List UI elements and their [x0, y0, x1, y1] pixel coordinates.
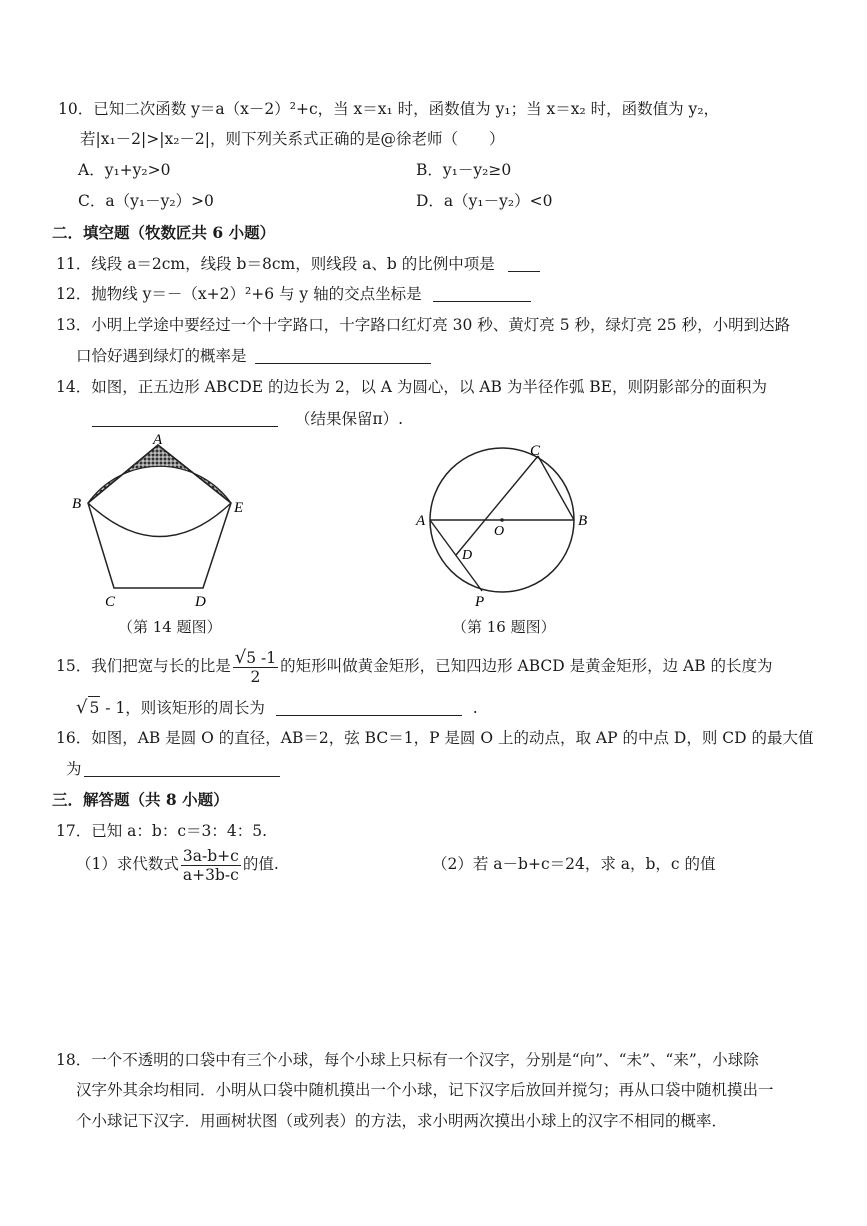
q17-fraction-denominator: a+3b-c — [182, 865, 239, 884]
label-c: C — [530, 443, 541, 459]
q18-line2: 汉字外其余均相同．小明从口袋中随机摸出一个小球，记下汉字后放回并搅匀；再从口袋中随机摸出一 — [76, 1081, 774, 1099]
q14-line2 — [92, 408, 403, 430]
q17-part1-prefix: （1）求代数式 — [76, 855, 179, 873]
figure-14-pentagon — [68, 430, 268, 620]
q12-stem: 12．抛物线 y＝－（x+2）²+6 与 y 轴的交点坐标是 — [56, 285, 422, 303]
q15-stem-end: 的矩形叫做黄金矩形，已知四边形 ABCD 是黄金矩形，边 AB 的长度为 — [280, 657, 773, 675]
q15-line1 — [56, 648, 773, 686]
q16-line1: 16．如图，AB 是圆 O 的直径，AB＝2，弦 BC＝1，P 是圆 O 上的动点，取 AP 的中点 D，则 CD 的最大值 — [56, 729, 814, 747]
section-heading-fill-in: 二．填空题（牧数匠共 6 小题） — [52, 223, 276, 242]
segment-cd — [456, 456, 538, 555]
q12-text — [56, 283, 531, 305]
q15-fraction-numerator: 5 -1 — [246, 648, 277, 667]
figure-14-caption: （第 14 题图） — [118, 618, 222, 636]
q10-line1: 10．已知二次函数 y＝a（x－2）²+c，当 x＝x₁ 时，函数值为 y₁；当 x＝x₂ 时，函数值为 y₂， — [58, 100, 720, 118]
q14-note: （结果保留π）. — [294, 410, 404, 428]
label-b: B — [578, 513, 588, 529]
q12-answer-blank[interactable] — [433, 285, 531, 302]
q16-stem-end: 为 — [66, 760, 82, 778]
q13-line1: 13．小明上学途中要经过一个十字路口，十字路口红灯亮 30 秒、黄灯亮 5 秒，绿灯亮 25 秒，小明到达路 — [56, 316, 791, 334]
q11-stem: 11．线段 a＝2cm，线段 b＝8cm，则线段 a、b 的比例中项是 — [56, 255, 495, 273]
q17-part2: （2）若 a－b+c＝24，求 a，b，c 的值 — [432, 855, 716, 873]
q15-line2-text: - 1，则该矩形的周长为 — [100, 699, 265, 717]
q10-option-b: B．y₁－y₂≥0 — [416, 161, 512, 179]
q15-period: . — [472, 699, 478, 717]
q16-line2 — [66, 758, 280, 780]
shaded-sector — [88, 445, 231, 503]
segment-ae — [158, 445, 231, 503]
q16-answer-blank[interactable] — [84, 760, 280, 777]
q18-line3: 个小球记下汉字．用画树状图（或列表）的方法，求小明两次摸出小球上的汉字不相同的概率． — [76, 1112, 728, 1130]
label-d: D — [195, 594, 206, 610]
q11-answer-blank[interactable] — [508, 255, 540, 272]
q18-line1: 18．一个不透明的口袋中有三个小球，每个小球上只标有一个汉字，分别是“向”、“未”、“来”，小球除 — [56, 1051, 759, 1069]
q17-part1-suffix: 的值. — [242, 855, 279, 873]
q11-text — [56, 253, 540, 275]
figure-16-circle — [410, 434, 610, 624]
figure-16-caption: （第 16 题图） — [452, 618, 556, 636]
section-heading-answer: 三．解答题（共 8 小题） — [52, 790, 229, 809]
label-p: P — [475, 594, 485, 610]
q10-option-a: A．y₁+y₂>0 — [78, 161, 171, 179]
q14-line1: 14．如图，正五边形 ABCDE 的边长为 2，以 A 为圆心，以 AB 为半径作弧 BE，则阴影部分的面积为 — [56, 378, 767, 396]
segment-ab — [88, 445, 158, 503]
q15-fraction: $\frac{√5 -1}{2}$ — [234, 646, 277, 686]
q15-line2: √ 5 - 1，则该矩形的周长为 . — [76, 697, 478, 718]
chord-ap — [430, 520, 482, 591]
label-d: D — [462, 548, 473, 563]
q15-fraction-denominator: 2 — [250, 667, 261, 686]
q10-option-c: C．a（y₁－y₂）>0 — [78, 192, 214, 210]
label-c: C — [105, 594, 116, 610]
q17-part1 — [76, 844, 279, 884]
q14-answer-blank[interactable] — [92, 410, 278, 427]
label-b: B — [72, 496, 82, 512]
arc-be — [88, 503, 231, 537]
label-a: A — [153, 432, 163, 448]
q10-line2: 若|x₁－2|>|x₂－2|，则下列关系式正确的是@徐老师（ ） — [80, 130, 505, 148]
q13-stem-end: 口恰好遇到绿灯的概率是 — [76, 347, 247, 365]
chord-bc — [538, 456, 574, 520]
q13-line2 — [76, 345, 431, 367]
q15-answer-blank[interactable] — [276, 699, 462, 716]
label-e: E — [234, 500, 244, 516]
center-o — [500, 518, 504, 522]
q13-answer-blank[interactable] — [255, 347, 431, 364]
q15-stem-start: 15．我们把宽与长的比是 — [56, 657, 231, 675]
label-a: A — [416, 513, 426, 529]
q17-line1: 17．已知 a：b：c＝3：4：5. — [56, 822, 268, 840]
q15-radicand: 5 — [88, 696, 100, 719]
q10-option-d: D．a（y₁－y₂）<0 — [416, 192, 553, 210]
q17-fraction-numerator: 3a-b+c — [182, 846, 239, 865]
label-o: O — [494, 524, 505, 539]
q17-fraction — [181, 847, 241, 884]
